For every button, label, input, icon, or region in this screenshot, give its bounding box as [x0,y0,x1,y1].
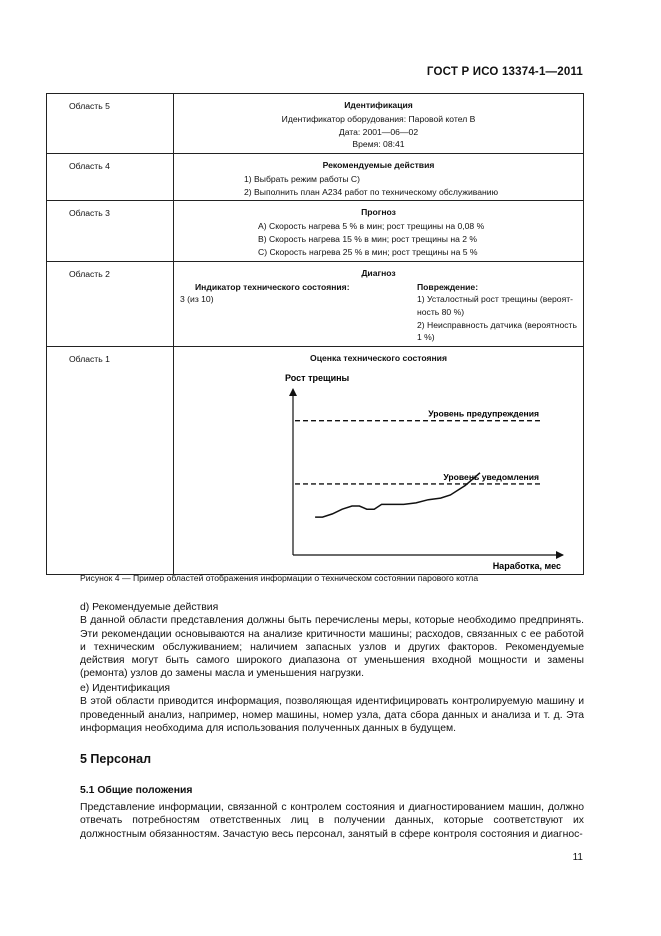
figure-caption: Рисунок 4 — Пример областей отображения информации о техническом состоянии парового котла [80,573,479,583]
area-title: Диагноз [361,267,396,278]
condition-chart [249,367,661,571]
damage-line: 1 %) [417,332,435,343]
area-content [174,153,584,201]
area-title: Идентификация [344,100,413,110]
damage-label: Повреждение: [417,281,479,292]
table-row [47,261,584,346]
indicator-value: 3 (из 10) [180,294,214,305]
paragraph: Представление информации, связанной с контролем состояния и диагностированием машин, должно отвечать потребностям ответственных лиц в получении данных, которые соответствуют их должностным обязанностям. Зачастую весь персонал, занятый в сфере контроля состояния и диагнос- [80,802,584,840]
damage-column [405,281,577,344]
damage-line: 2) Неисправность датчика (вероятность [417,319,577,330]
area-content [174,94,584,154]
area-line: В) Скорость нагрева 15 % в мин; рост трещины на 2 % [258,234,478,245]
y-axis-label: Рост трещины [285,372,350,383]
area-title: Рекомендуемые действия [322,159,435,170]
notice-level-label: Уровень уведомления [443,471,539,482]
table-row [47,94,584,154]
area-title: Оценка технического состояния [310,352,447,363]
x-axis-label: Наработка, мес [492,560,561,571]
damage-line: ность 80 %) [417,306,465,317]
table-row [47,346,584,574]
area-line: Дата: 2001—06—02 [338,126,419,137]
area-label: Область 3 [47,201,174,261]
paragraph-heading: d) Рекомендуемые действия [80,602,219,613]
area-line: С) Скорость нагрева 25 % в мин; рост трещины на 5 % [258,246,478,257]
area-line: Идентификатор оборудования: Паровой котел В [281,114,476,124]
area-content [174,346,584,574]
area-line: А) Скорость нагрева 5 % в мин; рост трещины на 0,08 % [258,221,485,232]
paragraph: В данной области представления должны быть перечислены меры, которые необходимо предпринять. Эти рекомендации основываются на анализе критичности машины; расходов, связанных с ее работой и техническим обслуживанием; наличием запасных узлов и других факторов. Рекомендуемые действия могут быть самого широкого диапазона от уменьшения входной мощности и замены (ремонта) узлов до замены масла и уменьшения нагрузки. [80,615,584,680]
section-d [80,601,584,681]
area-title: Прогноз [361,207,396,218]
area-label: Область 5 [47,94,174,154]
section-e [80,682,584,735]
subsection-title: 5.1 Общие положения [80,785,193,796]
area-label: Область 1 [47,346,174,574]
area-content [174,261,584,346]
area-label: Область 2 [47,261,174,346]
area-label: Область 4 [47,153,174,201]
page-number: 11 [572,852,583,863]
paragraph-heading: е) Идентификация [80,683,171,694]
warning-level-label: Уровень предупреждения [428,408,539,419]
diagnosis-block [180,281,577,344]
indicator-column [180,281,405,344]
area-line: 2) Выполнить план А234 работ по техническому обслуживанию [244,186,499,197]
table-row [47,201,584,261]
document-header: ГОСТ Р ИСО 13374-1—2011 [426,66,583,78]
indicator-label: Индикатор технического состояния: [195,281,350,292]
info-areas-table [46,93,584,575]
damage-line: 1) Усталостный рост трещины (вероят- [417,294,574,305]
section-title: 5 Персонал [80,752,152,766]
area-content [174,201,584,261]
paragraph: В этой области приводится информация, позволяющая идентифицировать контролируемую машину и проведенный анализ, например, номер машины, номер узла, дата сбора данных и анализа и т. д. Эта информация необходима для использования полученных данных в будущем. [80,696,584,734]
table-row [47,153,584,201]
area-line: Время: 08:41 [352,139,405,150]
area-line: 1) Выбрать режим работы С) [244,173,360,184]
